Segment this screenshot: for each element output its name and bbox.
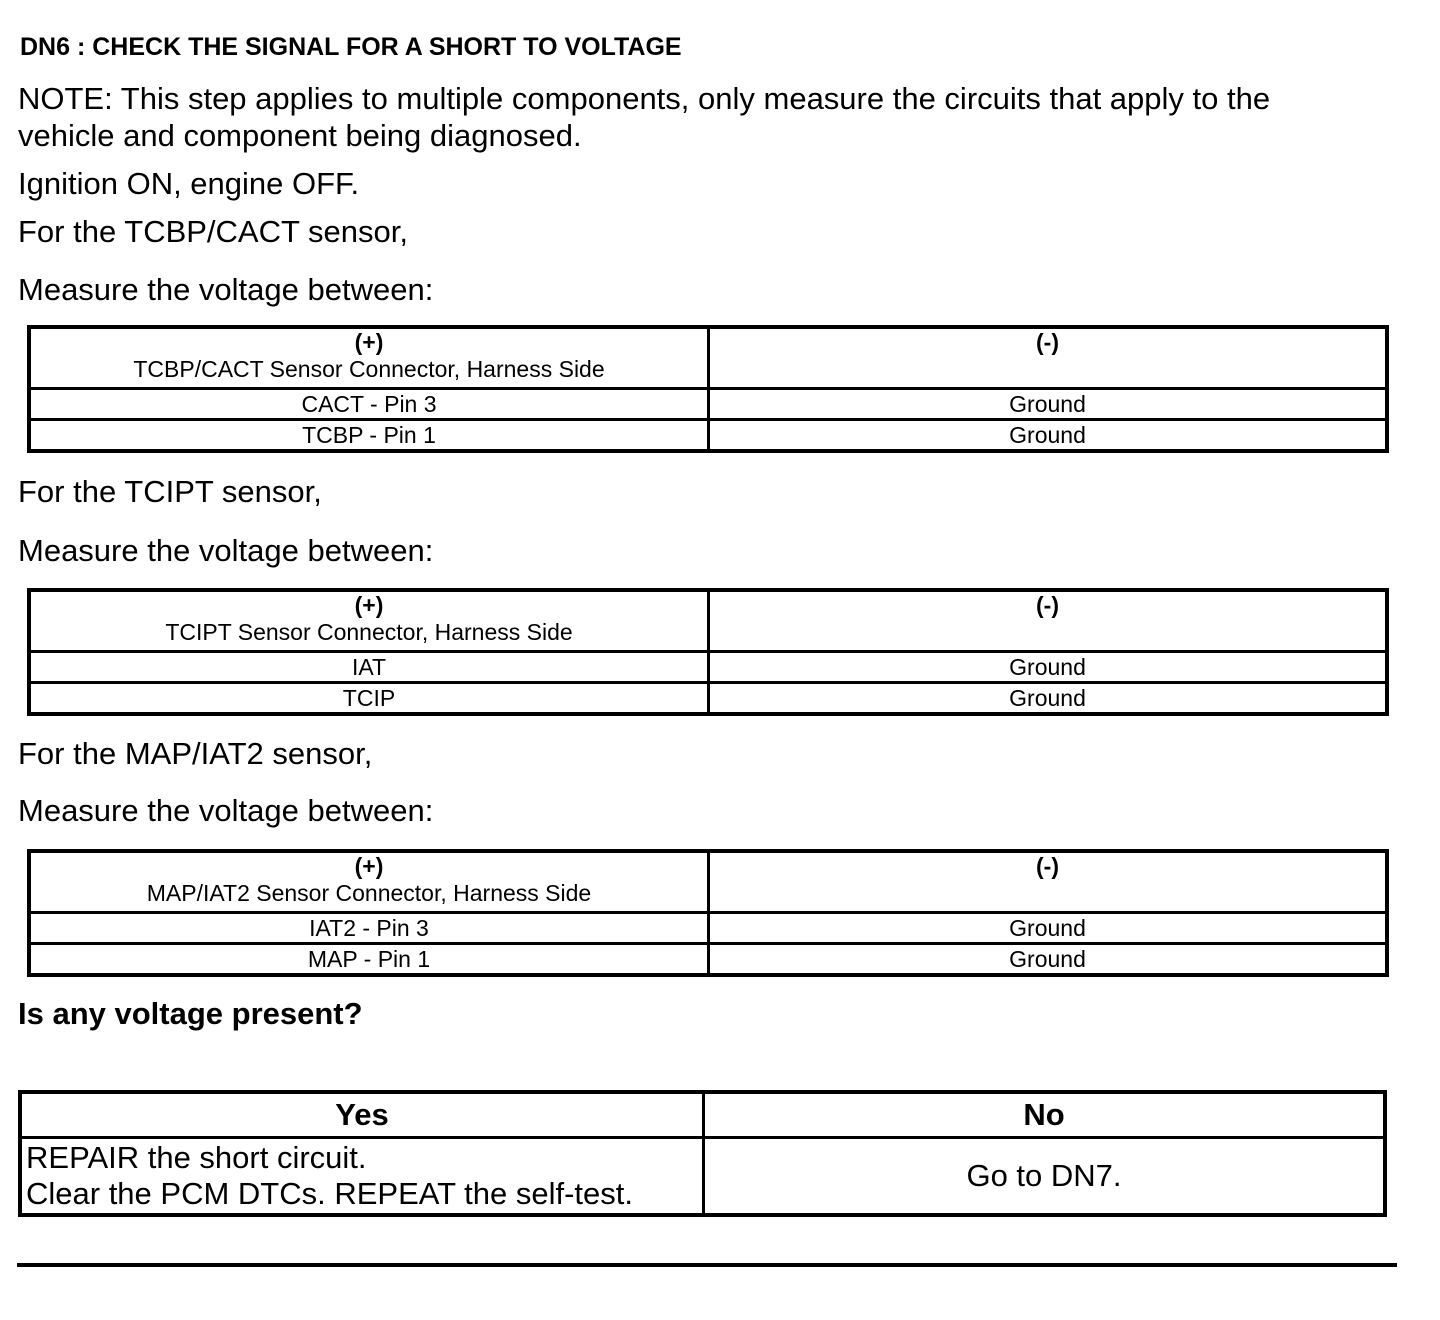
measurement-table-map-iat2 bbox=[27, 849, 1389, 977]
minus-label: (-) bbox=[1036, 329, 1059, 355]
plus-header bbox=[29, 851, 709, 913]
minus-label: (-) bbox=[1036, 592, 1059, 618]
ignition-instruction: Ignition ON, engine OFF. bbox=[18, 166, 360, 201]
step-title: DN6 : CHECK THE SIGNAL FOR A SHORT TO VOLTAGE bbox=[20, 33, 682, 61]
bottom-divider bbox=[17, 1263, 1397, 1267]
minus-label: (-) bbox=[1036, 853, 1059, 879]
section-1-intro: For the TCBP/CACT sensor, bbox=[18, 214, 408, 249]
plus-cell: MAP - Pin 1 bbox=[29, 944, 709, 976]
table-row bbox=[29, 420, 1387, 452]
plus-cell: IAT bbox=[29, 652, 709, 683]
no-header: No bbox=[704, 1092, 1386, 1138]
plus-connector-label: TCBP/CACT Sensor Connector, Harness Side bbox=[133, 356, 605, 382]
measurement-table-tcbp-cact bbox=[27, 325, 1389, 453]
table-row bbox=[29, 652, 1387, 683]
minus-cell: Ground bbox=[709, 420, 1388, 452]
section-2-measure: Measure the voltage between: bbox=[18, 533, 434, 568]
minus-cell: Ground bbox=[709, 683, 1388, 715]
note-line-2: vehicle and component being diagnosed. bbox=[18, 118, 582, 153]
note-line-1: NOTE: This step applies to multiple components, only measure the circuits that apply to the bbox=[18, 81, 1271, 116]
minus-cell: Ground bbox=[709, 913, 1388, 944]
plus-connector-label: MAP/IAT2 Sensor Connector, Harness Side bbox=[146, 880, 592, 906]
table-row bbox=[29, 683, 1387, 715]
minus-header bbox=[709, 327, 1388, 389]
minus-header bbox=[709, 590, 1388, 652]
yes-action bbox=[20, 1138, 704, 1216]
table-row bbox=[29, 913, 1387, 944]
yes-action-line-2: Clear the PCM DTCs. REPEAT the self-test. bbox=[26, 1176, 633, 1211]
minus-cell: Ground bbox=[709, 652, 1388, 683]
plus-cell: TCIP bbox=[29, 683, 709, 715]
table-row bbox=[29, 389, 1387, 420]
measurement-table-tcipt bbox=[27, 588, 1389, 716]
plus-connector-label: TCIPT Sensor Connector, Harness Side bbox=[165, 619, 573, 645]
minus-cell: Ground bbox=[709, 389, 1388, 420]
plus-header bbox=[29, 590, 709, 652]
voltage-question: Is any voltage present? bbox=[18, 996, 363, 1031]
section-2-intro: For the TCIPT sensor, bbox=[18, 474, 322, 509]
plus-cell: IAT2 - Pin 3 bbox=[29, 913, 709, 944]
result-table bbox=[18, 1090, 1387, 1217]
plus-label: (+) bbox=[354, 853, 384, 879]
plus-label: (+) bbox=[354, 592, 384, 618]
no-action: Go to DN7. bbox=[704, 1138, 1386, 1216]
section-3-measure: Measure the voltage between: bbox=[18, 793, 434, 828]
section-3-intro: For the MAP/IAT2 sensor, bbox=[18, 736, 373, 771]
plus-header bbox=[29, 327, 709, 389]
minus-header bbox=[709, 851, 1388, 913]
minus-cell: Ground bbox=[709, 944, 1388, 976]
plus-cell: TCBP - Pin 1 bbox=[29, 420, 709, 452]
table-row bbox=[29, 944, 1387, 976]
yes-action-line-1: REPAIR the short circuit. bbox=[26, 1140, 367, 1175]
yes-header: Yes bbox=[20, 1092, 704, 1138]
section-1-measure: Measure the voltage between: bbox=[18, 272, 434, 307]
plus-label: (+) bbox=[354, 329, 384, 355]
plus-cell: CACT - Pin 3 bbox=[29, 389, 709, 420]
